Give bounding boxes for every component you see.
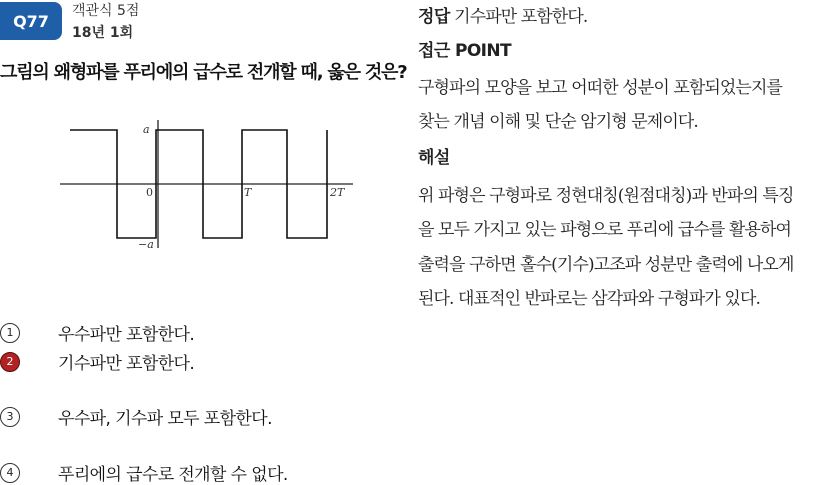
explanation-line-2: 을 모두 가지고 있는 파형으로 푸리에 급수를 활용하여 [418,220,792,240]
label-minus-a: −a [138,238,154,251]
option-text: 우수파만 포함한다. [58,325,195,345]
option-text: 기수파만 포함한다. [58,354,195,374]
approach-point-heading: 접근 POINT [418,41,512,61]
exam-session-label: 18년 1회 [72,25,134,41]
explanation-line-4: 된다. 대표적인 반파로는 삼각파와 구형파가 있다. [418,289,760,309]
approach-line-1: 구형파의 모양을 보고 어떠한 성분이 포함되었는지를 [418,78,783,98]
question-number-badge: Q77 [0,2,62,40]
approach-line-2: 찾는 개념 이해 및 단순 암기형 문제이다. [418,112,698,132]
label-origin: 0 [146,186,153,199]
square-wave-figure [55,90,355,260]
option-text: 우수파, 기수파 모두 포함한다. [58,409,272,429]
option-number: 4 [0,463,20,483]
explanation-heading: 해설 [418,148,450,168]
option-3[interactable] [0,404,272,429]
option-number-selected: 2 [0,352,20,372]
question-text: 그림의 왜형파를 푸리에의 급수로 전개할 때, 옳은 것은? [0,62,407,83]
option-number: 3 [0,407,20,427]
option-2[interactable] [0,349,194,374]
option-4[interactable] [0,460,288,485]
label-T: T [244,186,252,199]
label-2T: 2T [330,186,345,199]
answer-line [418,2,587,27]
label-a: a [143,123,150,136]
answer-label: 정답 [418,7,450,27]
explanation-line-3: 출력을 구하면 홀수(기수)고조파 성분만 출력에 나오게 [418,255,794,275]
explanation-line-1: 위 파형은 구형파로 정현대칭(원점대칭)과 반파의 특징 [418,186,794,206]
option-number: 1 [0,323,20,343]
option-1[interactable] [0,320,194,345]
question-type-label: 객관식 5점 [72,3,140,19]
answer-text: 기수파만 포함한다. [454,7,588,27]
option-text: 푸리에의 급수로 전개할 수 없다. [58,465,288,485]
